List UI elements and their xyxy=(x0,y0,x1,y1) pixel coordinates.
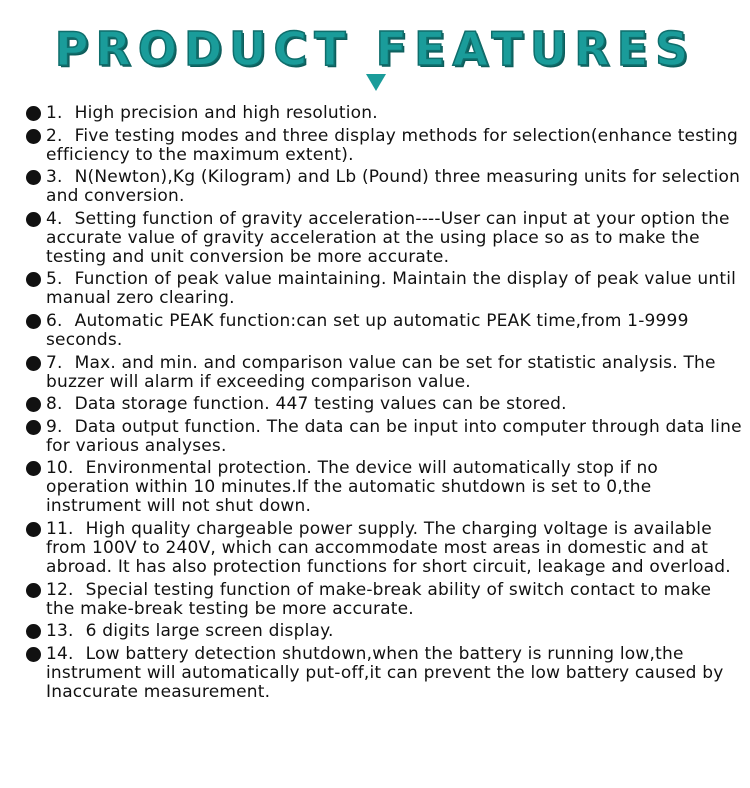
item-text: High precision and high resolution. xyxy=(74,103,378,123)
bullet-icon xyxy=(26,129,41,144)
bullet-icon xyxy=(26,170,41,185)
bullet-icon xyxy=(26,420,41,435)
list-item xyxy=(24,581,744,619)
down-arrow-icon xyxy=(366,74,386,91)
item-text: Setting function of gravity acceleration----User can input at your option the accurate value of gravity acceleration at the using place so as to make the testing and unit conversion be more accurate. xyxy=(46,208,730,267)
item-number: 10. xyxy=(46,458,74,479)
bullet-icon xyxy=(26,212,41,227)
item-text: High quality chargeable power supply. The charging voltage is available from 100V to 240V, which can accommodate most areas in domestic and at abroad. It has also protection functions for short circuit, leakage and overload. xyxy=(46,518,731,577)
item-number: 2. xyxy=(46,125,63,146)
bullet-icon xyxy=(26,583,41,598)
list-item xyxy=(24,418,744,456)
item-text: N(Newton),Kg (Kilogram) and Lb (Pound) three measuring units for selection and conversion. xyxy=(46,167,741,207)
list-item xyxy=(24,459,744,516)
list-item xyxy=(24,127,744,165)
bullet-icon xyxy=(26,461,41,476)
list-item xyxy=(24,168,744,206)
item-number: 7. xyxy=(46,352,63,373)
list-item xyxy=(24,395,744,414)
item-number: 5. xyxy=(46,269,63,290)
list-item xyxy=(24,520,744,577)
item-text: 6 digits large screen display. xyxy=(85,621,334,642)
list-item xyxy=(24,104,744,123)
item-text: Max. and min. and comparison value can be set for statistic analysis. The buzzer will alarm if exceeding comparison value. xyxy=(46,352,716,392)
item-number: 11. xyxy=(46,518,74,539)
bullet-icon xyxy=(26,397,41,412)
item-text: Special testing function of make-break ability of switch contact to make the make-break testing be more accurate. xyxy=(46,579,712,619)
bullet-icon xyxy=(26,356,41,371)
list-item xyxy=(24,645,744,702)
item-number: 3. xyxy=(46,167,63,188)
list-item xyxy=(24,210,744,267)
bullet-icon xyxy=(26,314,41,329)
item-text: Automatic PEAK function:can set up automatic PEAK time,from 1-9999 seconds. xyxy=(46,310,689,350)
list-item xyxy=(24,354,744,392)
item-text: Low battery detection shutdown,when the battery is running low,the instrument will automatically put-off,it can prevent the low battery caused by Inaccurate measurement. xyxy=(46,643,724,702)
item-number: 4. xyxy=(46,208,63,229)
item-number: 14. xyxy=(46,643,74,664)
list-item xyxy=(24,312,744,350)
bullet-icon xyxy=(26,624,41,639)
list-item xyxy=(24,622,744,641)
bullet-icon xyxy=(26,106,41,121)
item-number: 12. xyxy=(46,579,74,600)
item-text: Five testing modes and three display methods for selection(enhance testing efficiency to the maximum extent). xyxy=(46,125,739,165)
page-title: PRODUCT FEATURES xyxy=(54,22,696,76)
item-number: 8. xyxy=(46,394,63,415)
bullet-icon xyxy=(26,272,41,287)
item-number: 6. xyxy=(46,310,63,331)
bullet-icon xyxy=(26,522,41,537)
item-text: Data storage function. 447 testing values can be stored. xyxy=(74,394,567,415)
item-number: 13. xyxy=(46,621,74,642)
item-number: 1. xyxy=(46,103,63,123)
item-text: Function of peak value maintaining. Maintain the display of peak value until manual zero clearing. xyxy=(46,269,737,309)
feature-list xyxy=(24,104,744,705)
item-text: Data output function. The data can be input into computer through data line for various analyses. xyxy=(46,416,742,456)
list-item xyxy=(24,270,744,308)
bullet-icon xyxy=(26,647,41,662)
item-text: Environmental protection. The device will automatically stop if no operation within 10 minutes.If the automatic shutdown is set to 0,the instrument will not shut down. xyxy=(46,458,659,517)
item-number: 9. xyxy=(46,416,63,437)
